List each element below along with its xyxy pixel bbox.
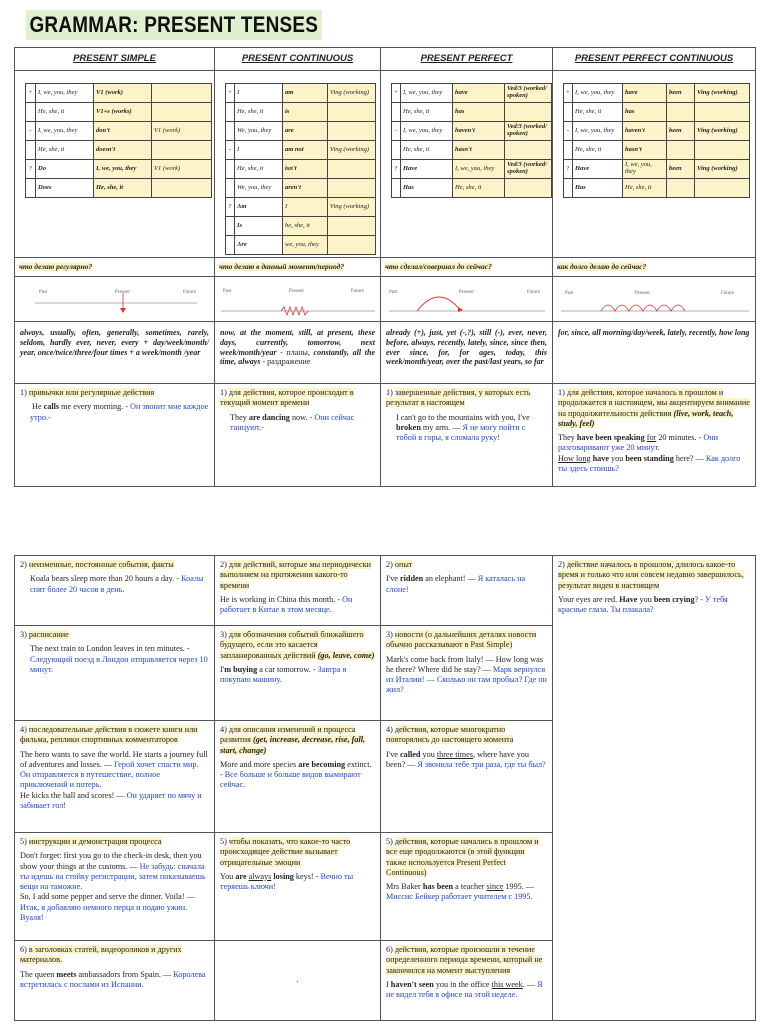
svg-text:Past: Past: [389, 290, 398, 295]
formula-cell: been: [667, 122, 695, 141]
formula-cell: been: [667, 84, 695, 103]
formula-cell: I, we, you, they: [401, 122, 453, 141]
formula-cell-continuous: [215, 71, 381, 258]
usage-perfect-6: 6) действия, которые произошли в течение определенного периода времени, который не закончился на момент выступления I haven't seen you in the office this week. — Я не видел тебя в офисе на этой неделе.: [381, 941, 553, 1021]
timeline-perfect-diagram: [381, 277, 553, 321]
usage-continuous-3: 3) для обозначения событий ближайшего будущего, если это касается запланированных действий (go, leave, come) I'm buying a car tomorrow. - Завтра я покупаю машину.: [215, 626, 381, 721]
formula-cell: [328, 122, 376, 141]
timeline-perfect-continuous: [553, 277, 756, 322]
formula-cell: I: [235, 141, 283, 160]
formula-cell: Ved/3 (worked/ spoken): [505, 160, 552, 179]
formula-cell: Are: [235, 236, 283, 255]
formula-row: [226, 217, 376, 236]
svg-text:Past: Past: [565, 291, 574, 296]
formula-cell: hasn't: [623, 141, 667, 160]
formula-row: [564, 160, 750, 179]
formula-cell: hasn't: [453, 141, 505, 160]
formula-cell: [328, 160, 376, 179]
usage-perfect-2: 2) опыт I've ridden an elephant! — Я каталась на слоне!: [381, 556, 553, 626]
formula-row: [564, 84, 750, 103]
header-present-perfect-continuous: PRESENT PERFECT CONTINUOUS: [553, 48, 756, 71]
formula-cell: He, she, it: [453, 179, 505, 198]
formula-sign: [26, 179, 36, 198]
formula-cell-simple: [15, 71, 215, 258]
formula-cell: I, we, you, they: [36, 122, 94, 141]
formula-cell: He, she, it: [94, 179, 152, 198]
formula-cell: Ving (working): [328, 141, 376, 160]
formula-sign: -: [392, 122, 401, 141]
formula-cell: we, you, they: [283, 236, 328, 255]
usage-continuous-6: .: [215, 941, 381, 1021]
formula-table-perfect: [391, 83, 552, 198]
formula-sign: [226, 103, 235, 122]
formula-cell: don't: [94, 122, 152, 141]
formula-cell: I: [235, 84, 283, 103]
formula-cell: Do: [36, 160, 94, 179]
formula-row: [226, 122, 376, 141]
formula-cell: haven't: [453, 122, 505, 141]
timeline-perfect-continuous-diagram: [553, 277, 756, 321]
formula-cell: haven't: [623, 122, 667, 141]
formula-sign: [564, 179, 573, 198]
formula-cell: [152, 84, 212, 103]
formula-cell: [695, 179, 750, 198]
formula-cell: V1+s (works): [94, 103, 152, 122]
formula-cell: are: [283, 122, 328, 141]
formula-sign: [392, 179, 401, 198]
formula-cell: been: [667, 160, 695, 179]
formula-cell: Have: [401, 160, 453, 179]
formula-row: [26, 179, 212, 198]
formula-row: [564, 179, 750, 198]
formula-row: [26, 84, 212, 103]
formula-row: [26, 122, 212, 141]
formula-cell: I, we, you, they: [573, 122, 623, 141]
formula-cell: I, we, you, they: [453, 160, 505, 179]
formula-sign: ?: [26, 160, 36, 179]
timeline-perfect: [381, 277, 553, 322]
formula-sign: [26, 141, 36, 160]
formula-cell: He, she, it: [36, 141, 94, 160]
formula-row: [392, 141, 552, 160]
formula-sign: +: [392, 84, 401, 103]
formula-cell: isn't: [283, 160, 328, 179]
formula-cell: is: [283, 103, 328, 122]
formula-cell: [505, 141, 552, 160]
timeline-continuous-diagram: [215, 277, 381, 321]
formula-cell: V1 (work): [94, 84, 152, 103]
formula-cell: [505, 179, 552, 198]
markers-simple: always, usually, often, generally, sometimes, rarely, seldom, hardly ever, never, every + day/week/month/ year, once/twice/three/four times + a week/month /year: [15, 322, 215, 384]
formula-cell: We, you, they: [235, 179, 283, 198]
markers-perfect-continuous: for, since, all morning/day/week, lately, recently, how long: [553, 322, 756, 384]
formula-cell: Ving (working): [328, 198, 376, 217]
formula-row: [564, 103, 750, 122]
formula-sign: +: [226, 84, 235, 103]
usage-perfect-4: 4) действия, которые многократно повторялись до настоящего момента I've called you three times, where have you been? — Я звонила тебе три раза, где ты был?: [381, 721, 553, 833]
formula-row: [226, 103, 376, 122]
formula-cell: Does: [36, 179, 94, 198]
usage-continuous-4: 4) для описания изменений и процесса развития (get, increase, decrease, rise, fall, start, change) More and more species are becoming extinct. - Все больше и больше видов вымирают сейчас.: [215, 721, 381, 833]
svg-text:Future: Future: [351, 289, 365, 294]
formula-cell: I, we, you, they: [36, 84, 94, 103]
formula-row: [564, 141, 750, 160]
formula-cell: He, she, it: [235, 160, 283, 179]
formula-cell: [152, 141, 212, 160]
formula-row: [392, 179, 552, 198]
formula-sign: [226, 160, 235, 179]
formula-cell: he, she, it: [283, 217, 328, 236]
formula-sign: +: [564, 84, 573, 103]
formula-cell: I, we, you, they: [401, 84, 453, 103]
usage-simple-5: 5) инструкции и демонстрация процесса Don't forget: first you go to the check-in desk, then you show your things at the customs. — Не забудь: сначала ты идешь на стойку регистрации, затем показываешь вещи на таможне. So, I add some pepper and serve the dinner. Voila! — Итак, я добавляю немного перца и подаю ужин. Вуаля!: [15, 833, 215, 941]
formula-cell: [667, 103, 695, 122]
formula-cell: have: [453, 84, 505, 103]
svg-text:Future: Future: [527, 290, 541, 295]
formula-row: [226, 84, 376, 103]
usage-simple-3: 3) расписание The next train to London leaves in ten minutes. - Следующий поезд в Лондон отправляется через 10 минут.: [15, 626, 215, 721]
formula-row: [392, 103, 552, 122]
usage-perfect-continuous-1: 1) для действия, которое началось в прошлом и продолжается в настоящем, мы акцентируем внимание на продолжительности действия (live, work, teach, study, feel) They have been speaking for 20 minutes. - Они разговаривают уже 20 минут. How long have you been standing here? — Как долго ты здесь стоишь?: [553, 384, 756, 487]
svg-text:Present: Present: [635, 291, 650, 296]
formula-cell: Ving (working): [328, 84, 376, 103]
formula-cell: Has: [573, 179, 623, 198]
tenses-table-bottom: [14, 555, 756, 1021]
formula-cell: Am: [235, 198, 283, 217]
formula-row: [26, 103, 212, 122]
formula-sign: -: [26, 122, 36, 141]
formula-cell: Ving (working): [695, 122, 750, 141]
svg-text:Future: Future: [183, 290, 197, 295]
formula-cell: aren't: [283, 179, 328, 198]
formula-cell: He, she, it: [573, 103, 623, 122]
formula-cell: [328, 217, 376, 236]
formula-row: [26, 160, 212, 179]
formula-cell: Have: [573, 160, 623, 179]
formula-sign: [564, 103, 573, 122]
formula-cell: He, she, it: [573, 141, 623, 160]
usage-simple-2: 2) неизменные, постоянные события, факты Koala bears sleep more than 20 hours a day. - Коалы спят более 20 часов в день.: [15, 556, 215, 626]
usage-perfect-continuous-2: 2) действие началось в прошлом, длилось какое-то время и только что или совсем недавно завершилось, результат виден в настоящем Your eyes are red. Have you been crying? - У тебя красные глаза. Ты плакала?: [553, 556, 756, 1021]
formula-sign: +: [26, 84, 36, 103]
formula-cell: Ved/3 (worked/ spoken): [505, 84, 552, 103]
formula-cell: He, she, it: [36, 103, 94, 122]
usage-simple-1: 1) привычки или регулярные действия He calls me every morning. - Он звонит мне каждое утро.-: [15, 384, 215, 487]
tenses-table-top: [14, 47, 756, 487]
formula-sign: -: [564, 122, 573, 141]
formula-cell: Has: [401, 179, 453, 198]
formula-cell: V1 (work): [152, 160, 212, 179]
formula-row: [26, 141, 212, 160]
svg-text:Future: Future: [721, 291, 735, 296]
formula-cell: I, we, you, they: [573, 84, 623, 103]
formula-row: [226, 198, 376, 217]
formula-row: [226, 160, 376, 179]
formula-cell: Ving (working): [695, 84, 750, 103]
formula-row: [392, 122, 552, 141]
header-present-perfect: PRESENT PERFECT: [381, 48, 553, 71]
formula-cell: [667, 141, 695, 160]
formula-sign: [392, 141, 401, 160]
formula-cell: have: [623, 84, 667, 103]
header-present-continuous: PRESENT CONTINUOUS: [215, 48, 381, 71]
question-perfect-continuous: как долго делаю до сейчас?: [553, 258, 756, 277]
formula-row: [226, 236, 376, 255]
svg-text:Past: Past: [223, 289, 232, 294]
formula-cell: am not: [283, 141, 328, 160]
formula-cell: He, she, it: [401, 103, 453, 122]
formula-sign: [392, 103, 401, 122]
formula-cell: He, she, it: [401, 141, 453, 160]
formula-cell: [328, 103, 376, 122]
formula-cell: has: [623, 103, 667, 122]
formula-row: [564, 122, 750, 141]
formula-sign: [226, 217, 235, 236]
formula-row: [392, 160, 552, 179]
formula-sign: [226, 236, 235, 255]
formula-cell: Is: [235, 217, 283, 236]
formula-cell: I, we, you, they: [623, 160, 667, 179]
usage-simple-6: 6) в заголовках статей, видеороликов и других материалов. The queen meets ambassadors from Spain. — Королева встретилась с послами из Испании.: [15, 941, 215, 1021]
formula-cell: has: [453, 103, 505, 122]
header-present-simple: PRESENT SIMPLE: [15, 48, 215, 71]
question-continuous: что делаю в данный момент/период?: [215, 258, 381, 277]
usage-continuous-2: 2) для действий, которые мы периодически выполняем на протяжении какого-то времени He is working in China this month. - Он работает в Китае в этом месяце.: [215, 556, 381, 626]
timeline-simple: [15, 277, 215, 322]
formula-cell: [152, 103, 212, 122]
formula-sign: [26, 103, 36, 122]
svg-text:Present: Present: [459, 290, 474, 295]
formula-cell: [695, 103, 750, 122]
formula-cell: [152, 179, 212, 198]
formula-cell: Ving (working): [695, 160, 750, 179]
formula-sign: ?: [392, 160, 401, 179]
usage-perfect-5: 5) действия, которые начались в прошлом и все еще продолжаются (в этой функции также используется Present Perfect Continuous) Mrs Baker has been a teacher since 1995. — Миссис Бейкер работает учителем с 1995.: [381, 833, 553, 941]
usage-continuous-1: 1) для действия, которое происходит в текущий момент времени They are dancing now. - Они сейчас танцуют.-: [215, 384, 381, 487]
formula-table-simple: [25, 83, 212, 198]
formula-cell: [328, 236, 376, 255]
formula-sign: -: [226, 141, 235, 160]
formula-cell: [505, 103, 552, 122]
formula-cell: I: [283, 198, 328, 217]
svg-text:Past: Past: [39, 290, 48, 295]
formula-cell: I, we, you, they: [94, 160, 152, 179]
formula-sign: ?: [564, 160, 573, 179]
formula-row: [226, 179, 376, 198]
formula-table-perfect-continuous: [563, 83, 750, 198]
formula-cell-perfect-continuous: [553, 71, 756, 258]
formula-cell: am: [283, 84, 328, 103]
formula-sign: [226, 122, 235, 141]
formula-cell: [695, 141, 750, 160]
formula-row: [226, 141, 376, 160]
formula-table-continuous: [225, 83, 376, 255]
formula-cell: doesn't: [94, 141, 152, 160]
usage-continuous-5: 5) чтобы показать, что какое-то часто происходящее действие вызывает отрицательные эмоции You are always losing keys! - Вечно ты теряешь ключи!: [215, 833, 381, 941]
formula-cell: He, she, it: [235, 103, 283, 122]
usage-perfect-3: 3) новости (о дальнейших деталях новости обычно рассказывают в Past Simple) Mark's come back from Italy! — How long was he there? Where did he stay? — Марк вернулся из Италии! — Сколько он там пробыл? Где он жил?: [381, 626, 553, 721]
formula-cell: Ved/3 (worked/ spoken): [505, 122, 552, 141]
formula-cell: [667, 179, 695, 198]
question-perfect: что сделал/совершал до сейчас?: [381, 258, 553, 277]
formula-sign: ?: [226, 198, 235, 217]
markers-continuous: now, at the moment, still, at present, these days, currently, tomorrow, next week/month/year - планы, constantly, all the time, always - раздражение: [215, 322, 381, 384]
formula-cell: V1 (work): [152, 122, 212, 141]
usage-simple-4: 4) последовательные действия в сюжете книги или фильма, реплики спортивных комментаторов The hero wants to save the world. He starts a journey full of adventures and losses. — Герой хочет спасти мир. Он отправляется в путешествие, полное приключений и потерь. He kicks the ball and scores! — Он ударяет по мячу и забивает гол!: [15, 721, 215, 833]
formula-cell-perfect: [381, 71, 553, 258]
formula-cell: [328, 179, 376, 198]
usage-perfect-1: 1) завершенные действия, у которых есть результат в настоящем I can't go to the mountains with you, I've broken my arm. — Я не могу пойти с тобой в горы, я сломала руку!: [381, 384, 553, 487]
formula-sign: [226, 179, 235, 198]
question-simple: что делаю регулярно?: [15, 258, 215, 277]
formula-sign: [564, 141, 573, 160]
svg-text:Present: Present: [289, 289, 304, 294]
formula-cell: He, she, it: [623, 179, 667, 198]
markers-perfect: already (+), just, yet (-,?), still (-), ever, never, before, always, recently, lately, since, since then, ever since, for, for ages, today, this week/month/year, over the past/last years, so far: [381, 322, 553, 384]
timeline-simple-diagram: [15, 277, 215, 321]
svg-text:Present: Present: [115, 290, 130, 295]
page-title: GRAMMAR: PRESENT TENSES: [26, 10, 322, 40]
formula-row: [392, 84, 552, 103]
formula-cell: We, you, they: [235, 122, 283, 141]
timeline-continuous: [215, 277, 381, 322]
